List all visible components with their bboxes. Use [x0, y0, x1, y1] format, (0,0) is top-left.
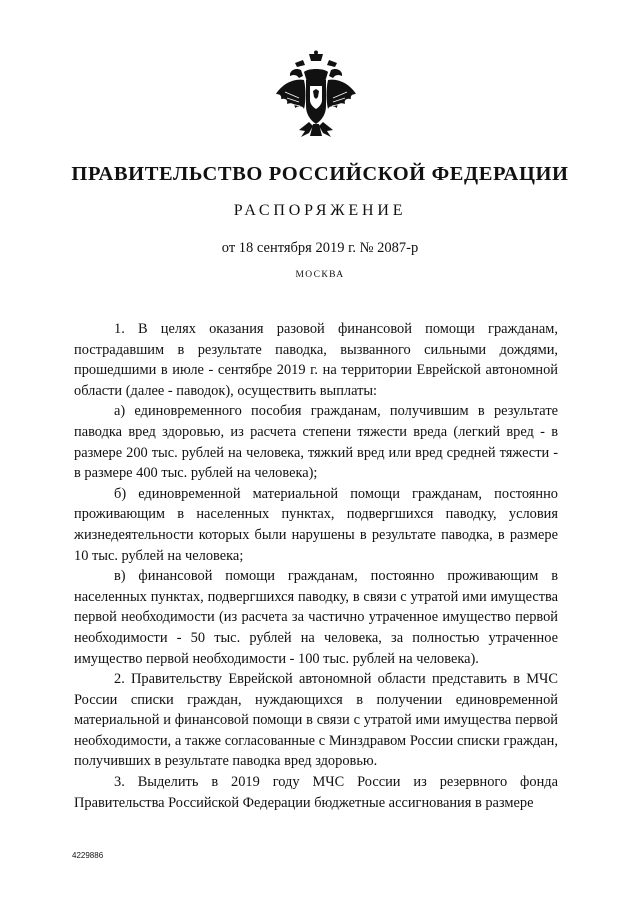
document-type: РАСПОРЯЖЕНИЕ [233, 202, 407, 219]
paragraph-1: 1. В целях оказания разовой финансовой помощи гражданам, пострадавшим в результате паводка, вызванного сильными дождями, прошедшими в июле - сентябре 2019 г. на территории Еврейской автономной области (далее - паводок), осуществить выплаты: [74, 321, 558, 399]
document-body [74, 319, 558, 813]
paragraph-1c: в) финансовой помощи гражданам, постоянно проживающим в населенных пунктах, подвергшихся паводку, в связи с утратой ими имущества первой необходимости (из расчета за частично утраченное имущество первой необходимости - 50 тыс. рублей на человека, за полностью утраченное имущество первой необходимости - 100 тыс. рублей на человека). [74, 568, 558, 667]
government-title: ПРАВИТЕЛЬСТВО РОССИЙСКОЙ ФЕДЕРАЦИИ [71, 163, 569, 185]
document-code: 4229886 [72, 851, 104, 860]
paragraph-1a: а) единовременного пособия гражданам, получившим в результате паводка вред здоровью, из расчета степени тяжести вреда (легкий вред - в размере 200 тыс. рублей на человека, тяжкий вред или вред средней тяжести - в размере 400 тыс. рублей на человека); [74, 403, 558, 482]
paragraph-3: 3. Выделить в 2019 году МЧС России из резервного фонда Правительства Российской Федерации бюджетные ассигнования в размере [74, 774, 558, 811]
coat-of-arms-icon [271, 50, 361, 142]
city: МОСКВА [295, 270, 345, 280]
document-date-number: от 18 сентября 2019 г. № 2087-р [221, 240, 419, 256]
paragraph-1b: б) единовременной материальной помощи гражданам, постоянно проживающим в населенных пунктах, подвергшихся паводку, условия жизнедеятельности которых были нарушены в результате паводка, в размере 10 тыс. рублей на человека; [74, 485, 558, 564]
paragraph-2: 2. Правительству Еврейской автономной области представить в МЧС России списки граждан, нуждающихся в получении единовременной материальной и финансовой помощи в связи с утратой ими имущества первой необходимости, а также согласованные с Минздравом России списки граждан, получивших в результате паводка вред здоровью. [74, 671, 558, 770]
